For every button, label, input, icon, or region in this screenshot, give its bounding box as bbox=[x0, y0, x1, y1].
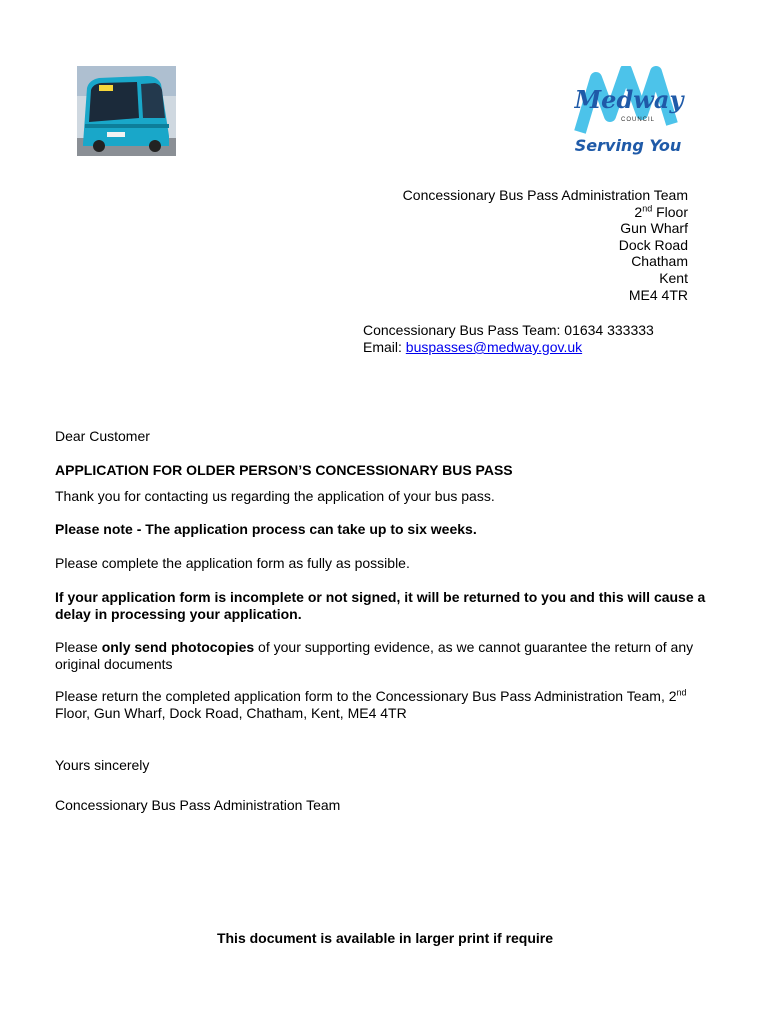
logo-tagline: Serving You bbox=[574, 136, 682, 155]
contact-email-line bbox=[363, 339, 654, 356]
bus-photo bbox=[77, 66, 176, 156]
address-team: Concessionary Bus Pass Administration Team bbox=[402, 187, 688, 203]
paragraph-complete-form: Please complete the application form as fully as possible. bbox=[55, 555, 410, 571]
address-floor: 2nd Floor bbox=[634, 202, 688, 220]
large-print-notice: This document is available in larger print if require bbox=[216, 930, 554, 946]
logo-sub: COUNCIL bbox=[620, 117, 656, 123]
photocopies-paragraph: Please only send photocopies of your supporting evidence, as we cannot guarantee the return of any original documents bbox=[55, 639, 694, 672]
address-line: Chatham bbox=[631, 253, 688, 270]
letter-heading: APPLICATION FOR OLDER PERSON’S CONCESSIONARY BUS PASS bbox=[55, 462, 513, 478]
salutation: Dear Customer bbox=[55, 428, 150, 444]
return-address-paragraph: Please return the completed application form to the Concessionary Bus Pass Administration Team, 2nd Floor, Gun Wharf, Dock Road, Chatham, Kent, ME4 4TR bbox=[55, 687, 687, 721]
address-postcode: ME4 4TR bbox=[628, 286, 688, 303]
contact-phone: Concessionary Bus Pass Team: 01634 333333 bbox=[363, 322, 654, 338]
sender-address bbox=[403, 187, 688, 303]
processing-note: Please note - The application process can take up to six weeks. bbox=[55, 521, 477, 537]
contact-block bbox=[363, 322, 654, 356]
email-link[interactable]: buspasses@medway.gov.uk bbox=[405, 339, 583, 355]
incomplete-warning: If your application form is incomplete or not signed, it will be returned to you and this will cause a delay in processing your application. bbox=[55, 589, 706, 622]
address-line: Kent bbox=[659, 269, 688, 286]
address-line: Gun Wharf bbox=[620, 220, 688, 237]
paragraph-thanks: Thank you for contacting us regarding the application of your bus pass. bbox=[55, 488, 495, 504]
email-label: Email: bbox=[363, 339, 406, 355]
signoff: Concessionary Bus Pass Administration Team bbox=[55, 797, 341, 813]
address-line: Dock Road bbox=[618, 236, 688, 253]
logo-name: Medway bbox=[574, 85, 684, 114]
closing: Yours sincerely bbox=[55, 757, 150, 773]
medway-logo bbox=[566, 66, 692, 158]
